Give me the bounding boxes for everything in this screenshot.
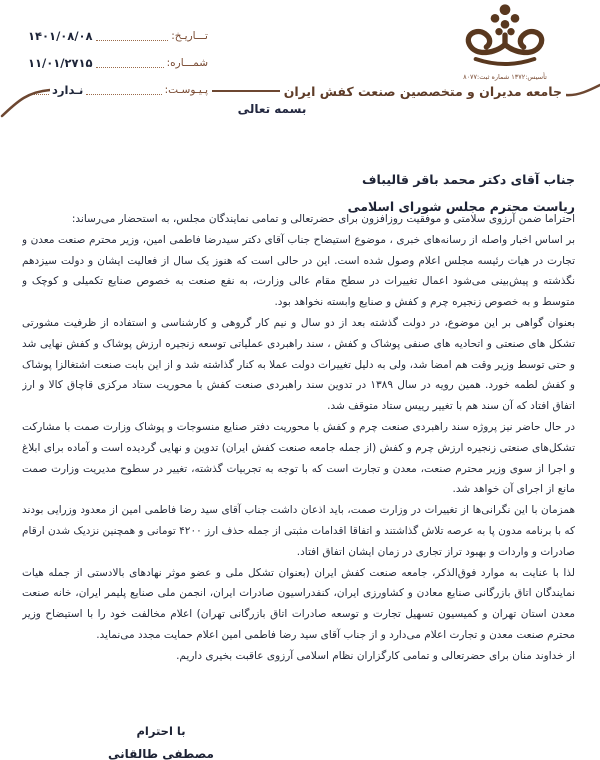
paragraph: لذا با عنایت به موارد فوق‌الذکر، جامعه صنعت کفش ایران (بعنوان تشکل ملی و عضو موثر نهادهای بالادستی از جمله هیات نمایندگان اتاق بازرگانی صنایع معادن و کشاورزی ایران، کنفدراسیون صادرات ایران، انجمن ملی صنایع پلیمر ایران، خانه صنعت معدن استان تهران و کمیسیون تسهیل تجارت و توسعه صادرات اتاق بازرگانی تهران) اعلام مخالفت خود را با استیضاح وزیر محترم صنعت معدن و تجارت اعلام می‌دارد و از جناب آقای سید رضا فاطمی امین اعلام حمایت مجدد می‌نماید. bbox=[22, 566, 575, 641]
date-value: ۱۴۰۱/۰۸/۰۸ bbox=[28, 28, 93, 43]
org-logo-block bbox=[450, 3, 560, 81]
shoe-society-emblem-icon bbox=[457, 3, 553, 67]
attachment-field bbox=[28, 76, 208, 103]
paragraph: احتراما ضمن آرزوی سلامتی و موفقیت روزافزون برای حضرتعالی و تمامی نمایندگان مجلس، به استحضار می‌رساند: bbox=[71, 213, 575, 225]
number-value: ۱۱/۰۱/۲۷۱۵ bbox=[28, 55, 93, 70]
paragraph: بر اساس اخبار واصله از رسانه‌های خبری ، موضوع استیضاح جناب آقای دکتر سیدرضا فاطمی امین، وزیر محترم صنعت معدن و تجارت در هیات رئیسه مجلس اعلام وصول شده است. این در حالی است که هنوز یک سال از فعالیت ایشان و دولت سیزدهم نگذشته و پیش‌بینی می‌شود اعمال تغییرات در سطح مقام عالی وزارت، به نفع صنعت به خصوص صنایع تکمیلی و کوچک و متوسط و به خصوص زنجیره چرم و کفش و صنایع وابسته نخواهد بود. bbox=[22, 233, 575, 309]
registration-text: تأسیس:۱۳۷۲ شماره ثبت:۸۰۷۷ bbox=[463, 73, 547, 81]
paragraph: بعنوان گواهی بر این موضوع، در دولت گذشته بعد از دو سال و نیم کار گروهی و کارشناسی و استفاده از ظرفیت مشورتی تشکل های صنعتی و اتحادیه های صنفی پوشاک و کفش ، سند راهبردی عملیاتی توسعه زنجیره ارزش پوشاک و کفش نهایی شد و حتی توسط وزیر وقت هم امضا شد، ولی به دلیل تغییرات دولت عملا به کنار گذاشته شد و از این بابت صنعت اشتغالزا پوشاک و کفش لطمه خورد. همین رویه در سال ۱۳۸۹ در تدوین سند راهبردی صنعت کفش با محوریت ستاد مرکزی قاچاق کالا و ارز اتفاق افتاد که آن سند هم با تغییر رییس ستاد متوقف شد. bbox=[22, 316, 575, 413]
dotted-leader bbox=[96, 31, 169, 41]
number-field bbox=[28, 49, 208, 76]
recipient-title: ریاست محترم مجلس شورای اسلامی bbox=[347, 199, 575, 214]
number-label: شمـــاره: bbox=[166, 56, 208, 69]
letterhead-rule-row bbox=[212, 80, 600, 102]
dotted-leader bbox=[86, 85, 161, 95]
paragraph: در حال حاضر نیز پروژه سند راهبردی صنعت چرم و کفش با محوریت دفتر صنایع منسوجات و پوشاک وزارت صمت با مشارکت تشکل‌های صنعتی زنجیره ارزش چرم و کفش (از جمله جامعه صنعت کفش ایران) تدوین و نهایی گردیده است و آماده برای ابلاغ و اجرا از سوی وزیر محترم صنعت، معدن و تجارت است که با توجه به تجربیات گذشته، تغییر در سطوح مدیریت وزارت صمت مانع از اجرای آن خواهد شد. bbox=[22, 420, 575, 496]
signatory-name: مصطفی طالقانی bbox=[107, 747, 214, 760]
paragraph: همزمان با این نگرانی‌ها از تغییرات در وزارت صمت، باید اذعان داشت جناب آقای سید رضا فاطمی امین از معدود وزرایی بودند که با برنامه مدون پا به عرصه تلاش گذاشتند و اتفاقا اقدامات مثبتی از جمله حذف ارز ۴۲۰۰ تومانی و همچنین نزدیک شدن ارقام صادرات و واردات و بهبود تراز تجاری در زمان ایشان اتفاق افتاد. bbox=[22, 504, 575, 558]
letter-body bbox=[22, 209, 575, 720]
besmele-heading: بسمه تعالی bbox=[237, 102, 307, 116]
signature-block bbox=[86, 724, 236, 760]
attachment-value: نـدارد bbox=[52, 82, 84, 97]
recipient-name: جناب آقای دکتر محمد باقر قالیباف bbox=[362, 172, 575, 187]
attachment-label: پـیـوسـت: bbox=[164, 83, 208, 96]
horizontal-rule bbox=[212, 90, 280, 92]
org-name: جامعه مدیران و متخصصین صنعت کفش ایران bbox=[283, 83, 562, 99]
date-field bbox=[28, 22, 208, 49]
dotted-leader bbox=[96, 58, 164, 68]
date-label: تـــاریـخ: bbox=[171, 29, 208, 42]
closing-respect: با احترام bbox=[136, 724, 186, 738]
letterhead-meta-fields bbox=[28, 22, 208, 103]
calligraphic-swash-right-icon bbox=[566, 83, 600, 99]
paragraph: از خداوند منان برای حضرتعالی و تمامی کارگزاران نظام اسلامی آرزوی عاقبت بخیری داریم. bbox=[176, 649, 575, 662]
